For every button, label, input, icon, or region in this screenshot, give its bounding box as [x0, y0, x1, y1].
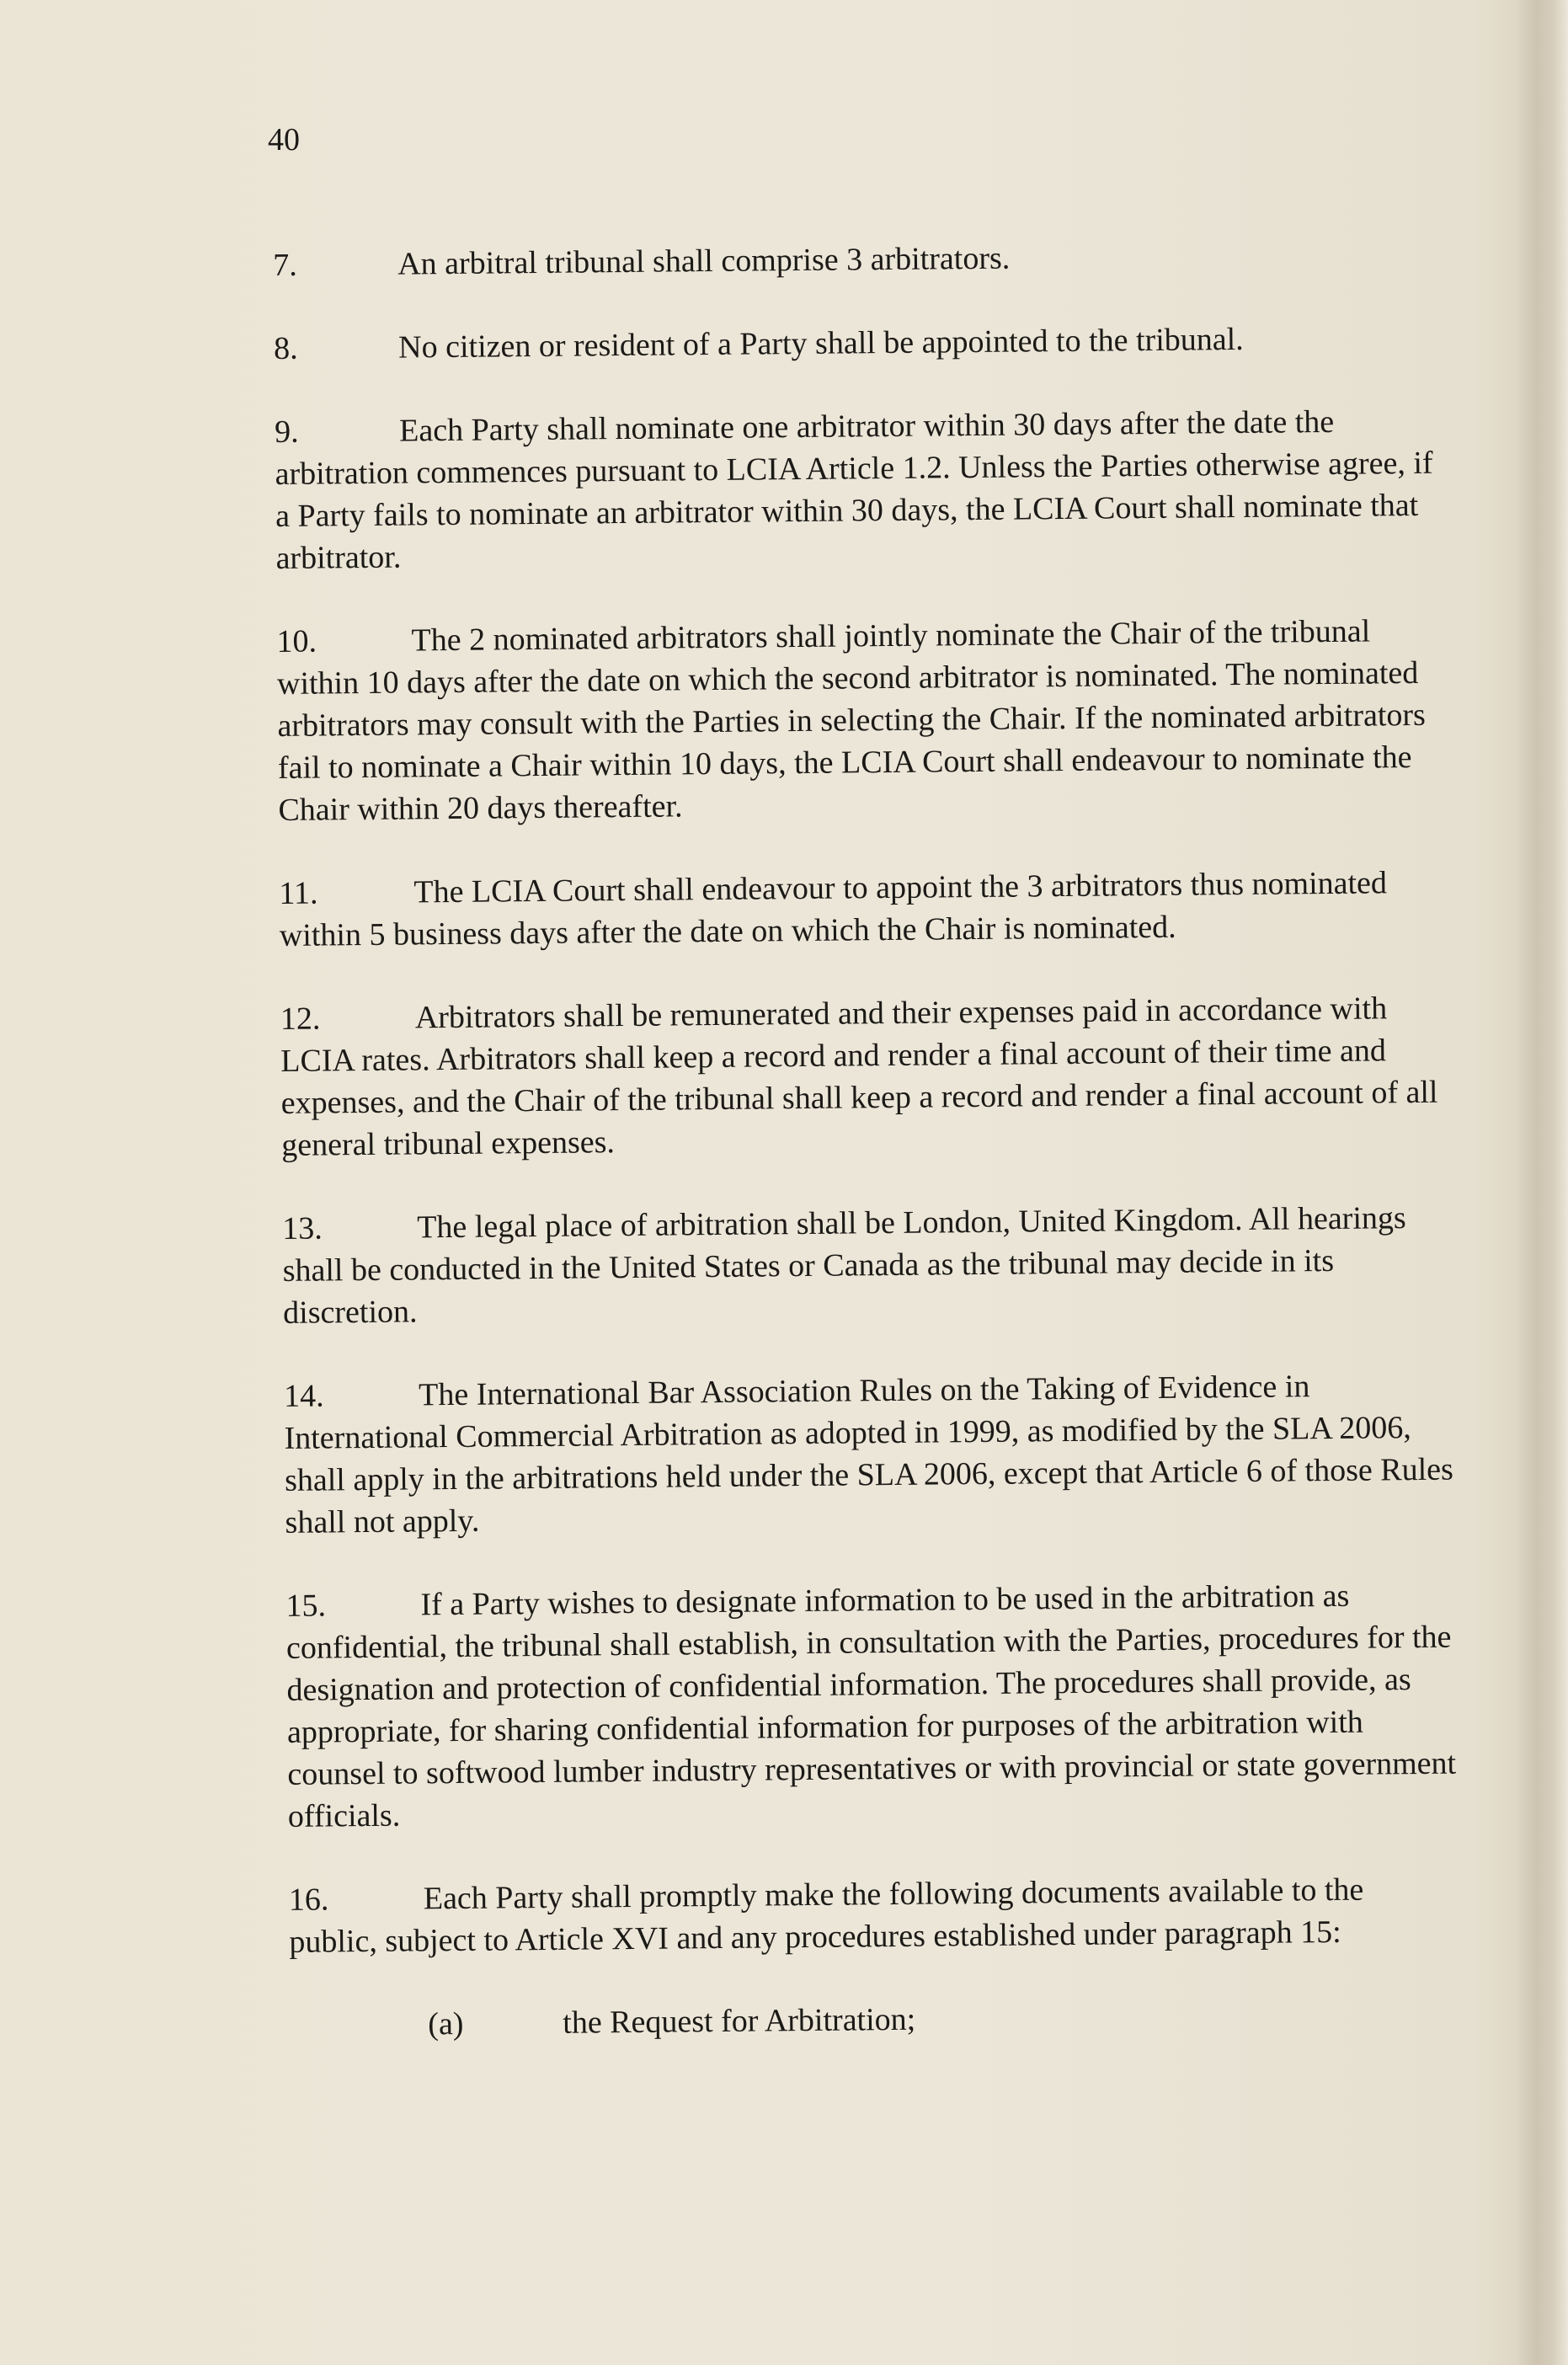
paragraph-9 — [275, 400, 1447, 579]
paragraph-14 — [284, 1364, 1456, 1544]
document-body — [273, 233, 1460, 2047]
paragraph-10 — [276, 610, 1448, 831]
paragraph-number: 7. — [273, 247, 297, 283]
paragraph-13 — [282, 1197, 1453, 1334]
paragraph-number: 12. — [280, 1001, 321, 1037]
paragraph-text: Each Party shall promptly make the following documents available to the public, subject to Article XVI and any procedures established under paragraph 15: — [289, 1871, 1364, 1960]
subparagraph-a — [290, 1994, 1460, 2047]
paragraph-number: 10. — [276, 623, 317, 659]
paragraph-number: 11. — [279, 875, 318, 911]
paragraph-number: 14. — [283, 1378, 324, 1414]
paragraph-number: 13. — [282, 1210, 323, 1247]
subparagraph-label: (a) — [428, 2005, 464, 2042]
paragraph-15 — [285, 1574, 1459, 1838]
paragraph-number: 16. — [288, 1882, 329, 1918]
paragraph-12 — [280, 987, 1453, 1166]
paragraph-text: The 2 nominated arbitrators shall jointly nominate the Chair of the tribunal within 10 days after the date on which the second arbitrator is nominated. The nominated arbitrators may consult with the Parties in selecting the Chair. If the nominated arbitrators fail to nominate a Chair within 10 days, the LCIA Court shall endeavour to nominate the Chair within 20 days thereafter. — [276, 613, 1427, 828]
subparagraph-text: the Request for Arbitration; — [563, 2001, 916, 2041]
paragraph-text: No citizen or resident of a Party shall be appointed to the tribunal. — [397, 321, 1244, 366]
paragraph-text: If a Party wishes to designate information to be used in the arbitration as confidential, the tribunal shall establish, in consultation with the Parties, procedures for the designation and protection of confidential information. The procedures shall provide, as appropriate, for sharing confidential information for purposes of the arbitration with counsel to softwood lumber industry representatives or with provincial or state government officials. — [285, 1578, 1457, 1834]
paragraph-text: Each Party shall nominate one arbitrator within 30 days after the date the arbitration commences pursuant to LCIA Article 1.2. Unless the Parties otherwise agree, if a Party fails to nominate an arbitrator within 30 days, the LCIA Court shall nominate that arbitrator. — [275, 403, 1433, 576]
paragraph-text: The International Bar Association Rules on the Taking of Evidence in International Commercial Arbitration as adopted in 1999, as modified by the SLA 2006, shall apply in the arbitrations held under the SLA 2006, except that Article 6 of those Rules shall not apply. — [284, 1369, 1453, 1540]
paragraph-number: 8. — [273, 330, 298, 366]
paragraph-number: 15. — [285, 1588, 327, 1624]
page-number: 40 — [268, 122, 300, 157]
paragraph-16 — [289, 1868, 1460, 1963]
paragraph-text: The legal place of arbitration shall be London, United Kingdom. All hearings shall be conducted in the United States or Canada as the tribunal may decide in its discretion. — [282, 1200, 1406, 1331]
page-binding-edge — [1516, 0, 1568, 2365]
paragraph-8 — [274, 317, 1444, 370]
paragraph-number: 9. — [274, 414, 299, 450]
paragraph-text: Arbitrators shall be remunerated and their expenses paid in accordance with LCIA rates. Arbitrators shall keep a record and render a final account of their time and expenses, and the Chair of the tribunal shall keep a record and render a final account of all general tribunal expenses. — [280, 990, 1438, 1163]
paragraph-text: An arbitral tribunal shall comprise 3 arbitrators. — [397, 240, 1011, 282]
paragraph-7 — [273, 233, 1443, 286]
paragraph-text: The LCIA Court shall endeavour to appoint the 3 arbitrators thus nominated within 5 business days after the date on which the Chair is nominated. — [279, 865, 1388, 953]
paragraph-11 — [279, 862, 1450, 957]
